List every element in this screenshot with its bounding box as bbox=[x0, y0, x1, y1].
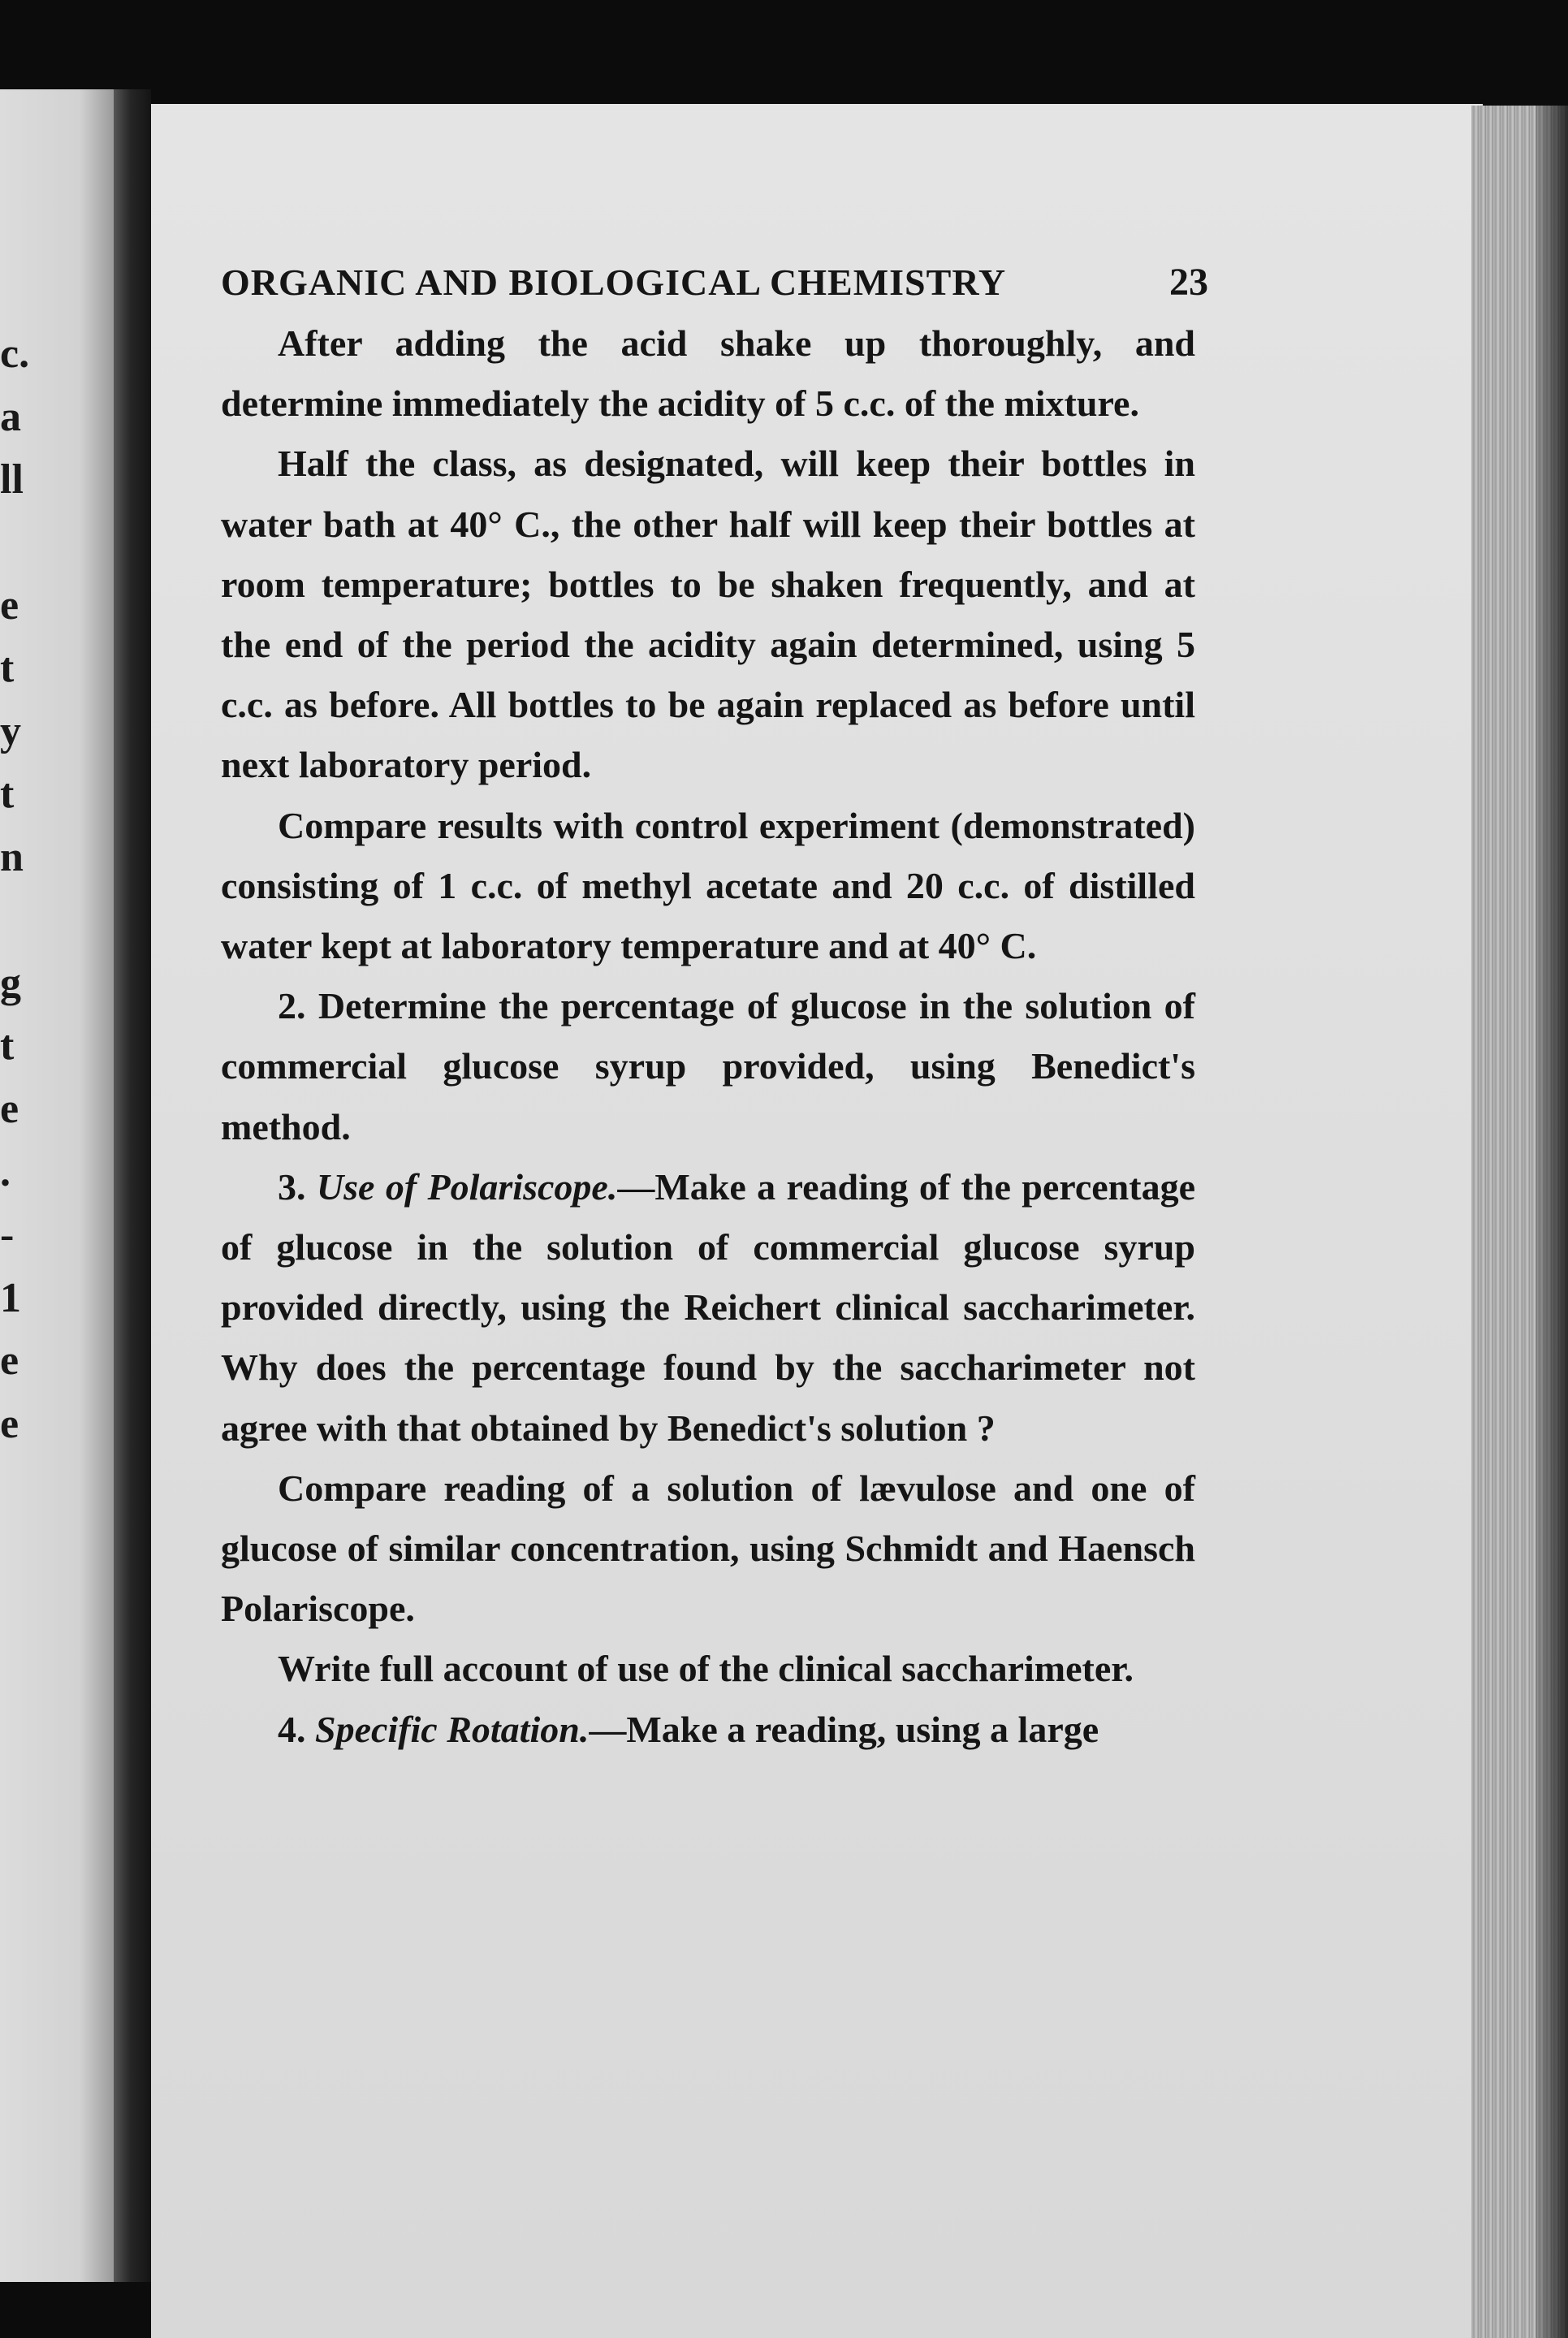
paragraph bbox=[221, 1700, 1195, 1760]
running-head-title: ORGANIC AND BIOLOGICAL CHEMISTRY bbox=[221, 261, 1007, 303]
prev-page-fragment: c. bbox=[0, 331, 30, 377]
prev-page-fragment: y bbox=[0, 708, 21, 754]
prev-page-fragment: e bbox=[0, 1086, 19, 1132]
paragraph bbox=[221, 1639, 1195, 1699]
prev-page-fragment: t bbox=[0, 771, 15, 817]
prev-page-fragment: e bbox=[0, 1338, 19, 1384]
prev-page-fragment: . bbox=[0, 1149, 11, 1195]
prev-page-fragment: e bbox=[0, 582, 19, 629]
prev-page-fragment: n bbox=[0, 834, 24, 880]
item-number: 3. bbox=[278, 1165, 306, 1208]
page-text-block bbox=[221, 258, 1208, 1760]
prev-page-fragment: t bbox=[0, 1022, 15, 1069]
paragraph bbox=[221, 434, 1195, 795]
book-gutter bbox=[114, 89, 151, 2282]
paragraph-text: Half the class, as designated, will keep their bottles in water bath at 40° C., the other half will keep their bottles at room temperature; bottles to be shaken frequently, and at the end of the period the acidity again determined, using 5 c.c. as before. All bottles to be again replaced as before until next laboratory period. bbox=[221, 443, 1195, 786]
paragraph-text: After adding the acid shake up thoroughly, and determine immediately the acidity of 5 c.c. of the mixture. bbox=[221, 322, 1195, 425]
item-heading: Specific Rotation. bbox=[315, 1708, 590, 1750]
page-number: 23 bbox=[1169, 261, 1208, 304]
paragraph bbox=[221, 796, 1195, 977]
paragraph-text: —Make a reading of the percentage of glucose in the solution of commercial glucose syrup provided directly, using the Reichert clinical saccharimeter. Why does the percentage found by the saccharimeter not agree with that obtained by Benedict's solution ? bbox=[221, 1165, 1196, 1449]
paragraph-text: Compare reading of a solution of lævulose and one of glucose of similar concentration, using Schmidt and Haensch Polariscope. bbox=[221, 1467, 1195, 1630]
prev-page-fragment: - bbox=[0, 1212, 15, 1258]
paragraph-text: Write full account of use of the clinical saccharimeter. bbox=[278, 1648, 1134, 1690]
paragraph bbox=[221, 1157, 1195, 1459]
item-number: 4. bbox=[278, 1708, 306, 1750]
paragraph-text: —Make a reading, using a large bbox=[589, 1708, 1099, 1750]
prev-page-fragment: a bbox=[0, 394, 21, 440]
edge-shadow bbox=[1536, 106, 1568, 2338]
paragraph bbox=[221, 313, 1195, 434]
paragraph-text: Compare results with control experiment (demonstrated) consisting of 1 c.c. of methyl acetate and 20 c.c. of distilled water kept at laboratory temperature and at 40° C. bbox=[221, 804, 1195, 967]
running-head bbox=[221, 258, 1208, 307]
prev-page-fragment: 1 bbox=[0, 1275, 21, 1321]
paragraph bbox=[221, 976, 1195, 1157]
prev-page-fragment: t bbox=[0, 645, 15, 691]
paragraph-text: 2. Determine the percentage of glucose in the solution of commercial glucose syrup provided, using Benedict's method. bbox=[221, 985, 1195, 1147]
book-page-edges bbox=[1471, 106, 1568, 2338]
prev-page-fragment: g bbox=[0, 960, 21, 1006]
item-heading: Use of Polariscope. bbox=[316, 1165, 618, 1208]
prev-page-fragment: ll bbox=[0, 456, 24, 503]
prev-page-fragment: e bbox=[0, 1401, 19, 1447]
paragraph bbox=[221, 1459, 1195, 1640]
previous-page-edge bbox=[0, 89, 114, 2282]
